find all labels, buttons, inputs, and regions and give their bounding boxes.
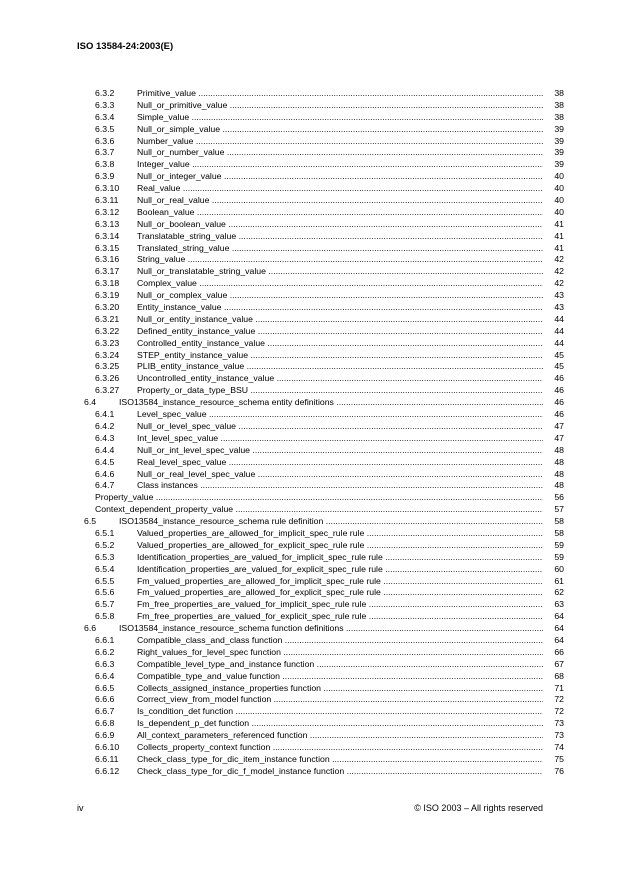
toc-entry-title: Collects_property_context function ..... [137, 742, 543, 754]
toc-entry-title: Compatible_class_and_class function ..... [137, 635, 543, 647]
toc-entry[interactable] [0, 219, 619, 231]
toc-entry-page: 44 [545, 326, 564, 338]
toc-entry-page: 76 [545, 766, 564, 778]
toc-entry-number: 6.4.3 [95, 432, 115, 443]
toc-entry-title: Null_or_real_level_spec_value ..... [137, 469, 543, 481]
copyright-notice: © ISO 2003 – All rights reserved [414, 803, 543, 813]
toc-entry-page: 38 [545, 100, 564, 112]
toc-entry[interactable] [0, 671, 619, 683]
toc-entry[interactable] [0, 207, 619, 219]
toc-entry[interactable] [0, 576, 619, 588]
toc-entry-number: 6.6.4 [95, 670, 115, 681]
toc-entry-number: 6.6.5 [95, 682, 115, 693]
toc-entry-page: 45 [545, 361, 564, 373]
toc-entry-title: Collects_assigned_instance_properties function ..... [137, 683, 543, 695]
toc-entry[interactable] [0, 540, 619, 552]
toc-entry[interactable] [0, 421, 619, 433]
toc-entry-title: Check_class_type_for_dic_item_instance function ..... [137, 754, 543, 766]
toc-entry-title: Complex_value ..... [137, 278, 543, 290]
toc-entry-number: 6.5.1 [95, 527, 115, 538]
toc-entry[interactable] [0, 552, 619, 564]
toc-entry[interactable] [0, 445, 619, 457]
toc-entry-number: 6.4.7 [95, 480, 115, 491]
toc-entry[interactable] [0, 718, 619, 730]
toc-entry-page: 46 [545, 397, 564, 409]
toc-entry-title: Null_or_number_value ..... [137, 147, 543, 159]
toc-entry[interactable] [0, 469, 619, 481]
toc-entry-page: 44 [545, 338, 564, 350]
toc-entry-number: 6.6.6 [95, 694, 115, 705]
toc-entry-page: 58 [545, 528, 564, 540]
toc-entry-title: ISO13584_instance_resource_schema entity definitions ..... [119, 397, 543, 409]
toc-entry-title: Correct_view_from_model function ..... [137, 694, 543, 706]
toc-entry[interactable] [0, 694, 619, 706]
toc-entry-number: 6.6.9 [95, 730, 115, 741]
toc-entry-title: Null_or_boolean_value ..... [137, 219, 543, 231]
toc-entry-title: Integer_value ..... [137, 159, 543, 171]
toc-entry[interactable] [0, 159, 619, 171]
toc-entry[interactable] [0, 611, 619, 623]
toc-entry-page: 47 [545, 433, 564, 445]
toc-entry-title: Class instances ..... [137, 480, 543, 492]
toc-entry-page: 39 [545, 147, 564, 159]
toc-entry[interactable] [0, 742, 619, 754]
toc-entry[interactable] [0, 766, 619, 778]
toc-entry-page: 48 [545, 445, 564, 457]
toc-entry-page: 62 [545, 587, 564, 599]
toc-entry[interactable] [0, 647, 619, 659]
toc-entry-page: 48 [545, 457, 564, 469]
toc-entry-title: Defined_entity_instance_value ..... [137, 326, 543, 338]
toc-entry-title: Is_dependent_p_det function ..... [137, 718, 543, 730]
toc-entry-title: Identification_properties_are_valued_for_implicit_spec_rule rule ..... [137, 552, 543, 564]
toc-entry[interactable] [0, 516, 619, 528]
toc-entry-number: 6.5.3 [95, 551, 115, 562]
toc-entry[interactable] [0, 623, 619, 635]
toc-entry-title: Null_or_complex_value ..... [137, 290, 543, 302]
toc-entry-title: All_context_parameters_referenced function ..... [137, 730, 543, 742]
toc-entry-page: 40 [545, 183, 564, 195]
toc-entry-page: 58 [545, 516, 564, 528]
toc-entry[interactable] [0, 278, 619, 290]
toc-entry-page: 41 [545, 243, 564, 255]
toc-entry-number: 6.3.17 [95, 266, 120, 277]
toc-entry-page: 64 [545, 611, 564, 623]
toc-entry-number: 6.5.7 [95, 599, 115, 610]
toc-entry-number: 6.3.6 [95, 135, 115, 146]
toc-entry-number: 6.6.7 [95, 706, 115, 717]
toc-entry-number: 6.6.8 [95, 718, 115, 729]
toc-entry-title: Compatible_level_type_and_instance function ..... [137, 659, 543, 671]
toc-entry-number: 6.4.4 [95, 444, 115, 455]
toc-entry[interactable] [0, 492, 619, 504]
toc-entry-page: 47 [545, 421, 564, 433]
toc-entry-page: 43 [545, 302, 564, 314]
toc-entry[interactable] [0, 433, 619, 445]
toc-entry-title: Null_or_integer_value ..... [137, 171, 543, 183]
toc-entry[interactable] [0, 136, 619, 148]
toc-entry-number: 6.6.10 [95, 741, 120, 752]
toc-entry-number: 6.3.23 [95, 337, 120, 348]
toc-entry-title: Fm_free_properties_are_valued_for_explicit_spec_rule rule ..... [137, 611, 543, 623]
toc-entry-page: 72 [545, 694, 564, 706]
toc-entry-title: Context_dependent_property_value ..... [95, 504, 543, 516]
toc-entry-title: Fm_valued_properties_are_allowed_for_explicit_spec_rule rule ..... [137, 587, 543, 599]
toc-entry-title: Boolean_value ..... [137, 207, 543, 219]
toc-entry-number: 6.6 [84, 623, 97, 634]
toc-entry-page: 60 [545, 564, 564, 576]
toc-entry-page: 40 [545, 195, 564, 207]
toc-entry-number: 6.3.15 [95, 242, 120, 253]
toc-entry-title: Null_or_primitive_value ..... [137, 100, 543, 112]
toc-entry-title: Fm_free_properties_are_valued_for_implicit_spec_rule rule ..... [137, 599, 543, 611]
toc-entry-page: 40 [545, 171, 564, 183]
toc-entry-number: 6.6.2 [95, 646, 115, 657]
toc-entry-page: 59 [545, 540, 564, 552]
toc-entry-number: 6.3.22 [95, 325, 120, 336]
toc-entry-number: 6.4.1 [95, 409, 115, 420]
toc-entry-page: 48 [545, 469, 564, 481]
toc-entry-title: Null_or_real_value ..... [137, 195, 543, 207]
toc-entry-number: 6.5.8 [95, 611, 115, 622]
toc-entry[interactable] [0, 480, 619, 492]
toc-entry-page: 43 [545, 290, 564, 302]
toc-entry-page: 73 [545, 718, 564, 730]
toc-entry-number: 6.3.24 [95, 349, 120, 360]
toc-entry-title: Compatible_type_and_value function ..... [137, 671, 543, 683]
toc-entry-number: 6.3.27 [95, 385, 120, 396]
toc-entry-title: Controlled_entity_instance_value ..... [137, 338, 543, 350]
toc-entry-page: 46 [545, 409, 564, 421]
toc-entry-page: 74 [545, 742, 564, 754]
toc-entry-title: Property_or_data_type_BSU ..... [137, 385, 543, 397]
toc-entry-number: 6.3.25 [95, 361, 120, 372]
toc-entry-page: 68 [545, 671, 564, 683]
toc-entry-number: 6.4.2 [95, 420, 115, 431]
toc-entry-title: Primitive_value ..... [137, 88, 543, 100]
toc-entry-number: 6.3.9 [95, 171, 115, 182]
toc-entry[interactable] [0, 373, 619, 385]
toc-entry-number: 6.6.11 [95, 753, 119, 764]
toc-entry-title: Translated_string_value ..... [137, 243, 543, 255]
toc-entry[interactable] [0, 409, 619, 421]
toc-entry-number: 6.6.3 [95, 658, 115, 669]
toc-entry-number: 6.3.8 [95, 159, 115, 170]
toc-entry[interactable] [0, 350, 619, 362]
toc-entry-page: 38 [545, 88, 564, 100]
toc-entry-page: 39 [545, 159, 564, 171]
toc-entry-title: Null_or_translatable_string_value ..... [137, 266, 543, 278]
toc-entry-number: 6.3.18 [95, 278, 120, 289]
toc-entry-page: 67 [545, 659, 564, 671]
toc-entry-title: Fm_valued_properties_are_allowed_for_implicit_spec_rule rule ..... [137, 576, 543, 588]
toc-entry-number: 6.3.13 [95, 218, 120, 229]
toc-entry-number: 6.6.1 [95, 634, 115, 645]
toc-entry[interactable] [0, 457, 619, 469]
toc-entry-number: 6.3.5 [95, 123, 115, 134]
toc-entry[interactable] [0, 195, 619, 207]
toc-entry-title: Valued_properties_are_allowed_for_explicit_spec_rule rule ..... [137, 540, 543, 552]
toc-entry[interactable] [0, 254, 619, 266]
toc-entry[interactable] [0, 599, 619, 611]
toc-entry-title: ISO13584_instance_resource_schema function definitions ..... [119, 623, 543, 635]
toc-entry-number: 6.3.11 [95, 195, 119, 206]
toc-entry[interactable] [0, 587, 619, 599]
toc-entry-title: Translatable_string_value ..... [137, 231, 543, 243]
toc-entry-number: 6.4.6 [95, 468, 115, 479]
toc-entry-title: Identification_properties_are_valued_for_explicit_spec_rule rule ..... [137, 564, 543, 576]
toc-entry-number: 6.3.2 [95, 88, 115, 98]
toc-entry-title: Simple_value ..... [137, 112, 543, 124]
toc-entry-number: 6.5.5 [95, 575, 115, 586]
toc-entry-number: 6.3.12 [95, 206, 120, 217]
toc-entry-number: 6.3.3 [95, 99, 115, 110]
toc-entry-page: 38 [545, 112, 564, 124]
toc-entry-page: 41 [545, 231, 564, 243]
toc-entry-title: Property_value ..... [95, 492, 543, 504]
toc-entry-title: String_value ..... [137, 254, 543, 266]
toc-entry-page: 61 [545, 576, 564, 588]
toc-entry-page: 59 [545, 552, 564, 564]
toc-entry[interactable] [0, 659, 619, 671]
toc-entry[interactable] [0, 683, 619, 695]
toc-entry[interactable] [0, 314, 619, 326]
toc-entry-number: 6.4 [84, 397, 97, 408]
toc-entry[interactable] [0, 730, 619, 742]
toc-entry-page: 64 [545, 623, 564, 635]
toc-entry-page: 73 [545, 730, 564, 742]
toc-entry-number: 6.3.26 [95, 373, 120, 384]
page-number: iv [77, 803, 84, 813]
toc-entry-title: Number_value ..... [137, 136, 543, 148]
toc-entry-page: 45 [545, 350, 564, 362]
toc-entry-title: Real_level_spec_value ..... [137, 457, 543, 469]
toc-entry[interactable] [0, 100, 619, 112]
toc-entry-number: 6.4.5 [95, 456, 115, 467]
toc-entry-title: Right_values_for_level_spec function ..... [137, 647, 543, 659]
toc-entry[interactable] [0, 635, 619, 647]
toc-entry-title: Null_or_int_level_spec_value ..... [137, 445, 543, 457]
toc-entry-number: 6.3.16 [95, 254, 120, 265]
toc-entry[interactable] [0, 231, 619, 243]
toc-entry-title: Null_or_entity_instance_value ..... [137, 314, 543, 326]
toc-entry[interactable] [0, 706, 619, 718]
toc-entry[interactable] [0, 183, 619, 195]
toc-entry-page: 46 [545, 385, 564, 397]
toc-entry-page: 71 [545, 683, 564, 695]
toc-entry-number: 6.5.6 [95, 587, 115, 598]
toc-entry[interactable] [0, 564, 619, 576]
toc-entry-page: 66 [545, 647, 564, 659]
toc-entry-title: Check_class_type_for_dic_f_model_instance function ..... [137, 766, 543, 778]
toc-entry-number: 6.5.4 [95, 563, 115, 574]
toc-entry[interactable] [0, 397, 619, 409]
toc-entry-page: 57 [545, 504, 564, 516]
document-header: ISO 13584-24:2003(E) [77, 41, 174, 52]
toc-entry-page: 46 [545, 373, 564, 385]
toc-entry-number: 6.3.14 [95, 230, 120, 241]
toc-entry[interactable] [0, 504, 619, 516]
toc-entry[interactable] [0, 147, 619, 159]
toc-entry[interactable] [0, 88, 619, 100]
toc-entry-page: 64 [545, 635, 564, 647]
toc-entry[interactable] [0, 290, 619, 302]
toc-entry[interactable] [0, 171, 619, 183]
toc-entry-title: Is_condition_det function ..... [137, 706, 543, 718]
toc-entry[interactable] [0, 528, 619, 540]
toc-entry-title: Uncontrolled_entity_instance_value ..... [137, 373, 543, 385]
toc-entry-page: 42 [545, 266, 564, 278]
toc-entry-title: Int_level_spec_value ..... [137, 433, 543, 445]
toc-entry-title: Level_spec_value ..... [137, 409, 543, 421]
toc-entry-page: 75 [545, 754, 564, 766]
toc-entry[interactable] [0, 302, 619, 314]
toc-entry-title: Null_or_level_spec_value ..... [137, 421, 543, 433]
toc-entry-number: 6.3.7 [95, 147, 115, 158]
toc-entry-number: 6.3.19 [95, 290, 120, 301]
toc-entry[interactable] [0, 266, 619, 278]
toc-entry-number: 6.3.21 [95, 313, 120, 324]
toc-entry[interactable] [0, 754, 619, 766]
toc-entry[interactable] [0, 124, 619, 136]
toc-entry-page: 63 [545, 599, 564, 611]
toc-entry[interactable] [0, 338, 619, 350]
toc-entry-number: 6.3.20 [95, 302, 120, 313]
toc-entry-number: 6.5 [84, 516, 97, 527]
toc-entry[interactable] [0, 361, 619, 373]
toc-entry-title: Valued_properties_are_allowed_for_implicit_spec_rule rule ..... [137, 528, 543, 540]
toc-entry-page: 72 [545, 706, 564, 718]
toc-entry[interactable] [0, 326, 619, 338]
toc-entry-page: 41 [545, 219, 564, 231]
toc-entry-number: 6.5.2 [95, 539, 115, 550]
toc-entry-title: Entity_instance_value ..... [137, 302, 543, 314]
toc-entry-page: 56 [545, 492, 564, 504]
toc-entry-page: 42 [545, 254, 564, 266]
toc-entry-page: 44 [545, 314, 564, 326]
toc-entry-number: 6.3.10 [95, 183, 120, 194]
toc-entry-page: 40 [545, 207, 564, 219]
toc-entry-page: 39 [545, 124, 564, 136]
toc-entry-title: Null_or_simple_value ..... [137, 124, 543, 136]
toc-entry-page: 39 [545, 136, 564, 148]
toc-entry-title: Real_value ..... [137, 183, 543, 195]
toc-entry-page: 48 [545, 480, 564, 492]
toc-entry-page: 42 [545, 278, 564, 290]
toc-entry-title: PLIB_entity_instance_value ..... [137, 361, 543, 373]
table-of-contents [0, 88, 619, 778]
toc-entry[interactable] [0, 243, 619, 255]
toc-entry-title: STEP_entity_instance_value ..... [137, 350, 543, 362]
toc-entry-number: 6.3.4 [95, 111, 115, 122]
toc-entry[interactable] [0, 385, 619, 397]
toc-entry-number: 6.6.12 [95, 765, 120, 776]
toc-entry[interactable] [0, 112, 619, 124]
toc-entry-title: ISO13584_instance_resource_schema rule definition ..... [119, 516, 543, 528]
